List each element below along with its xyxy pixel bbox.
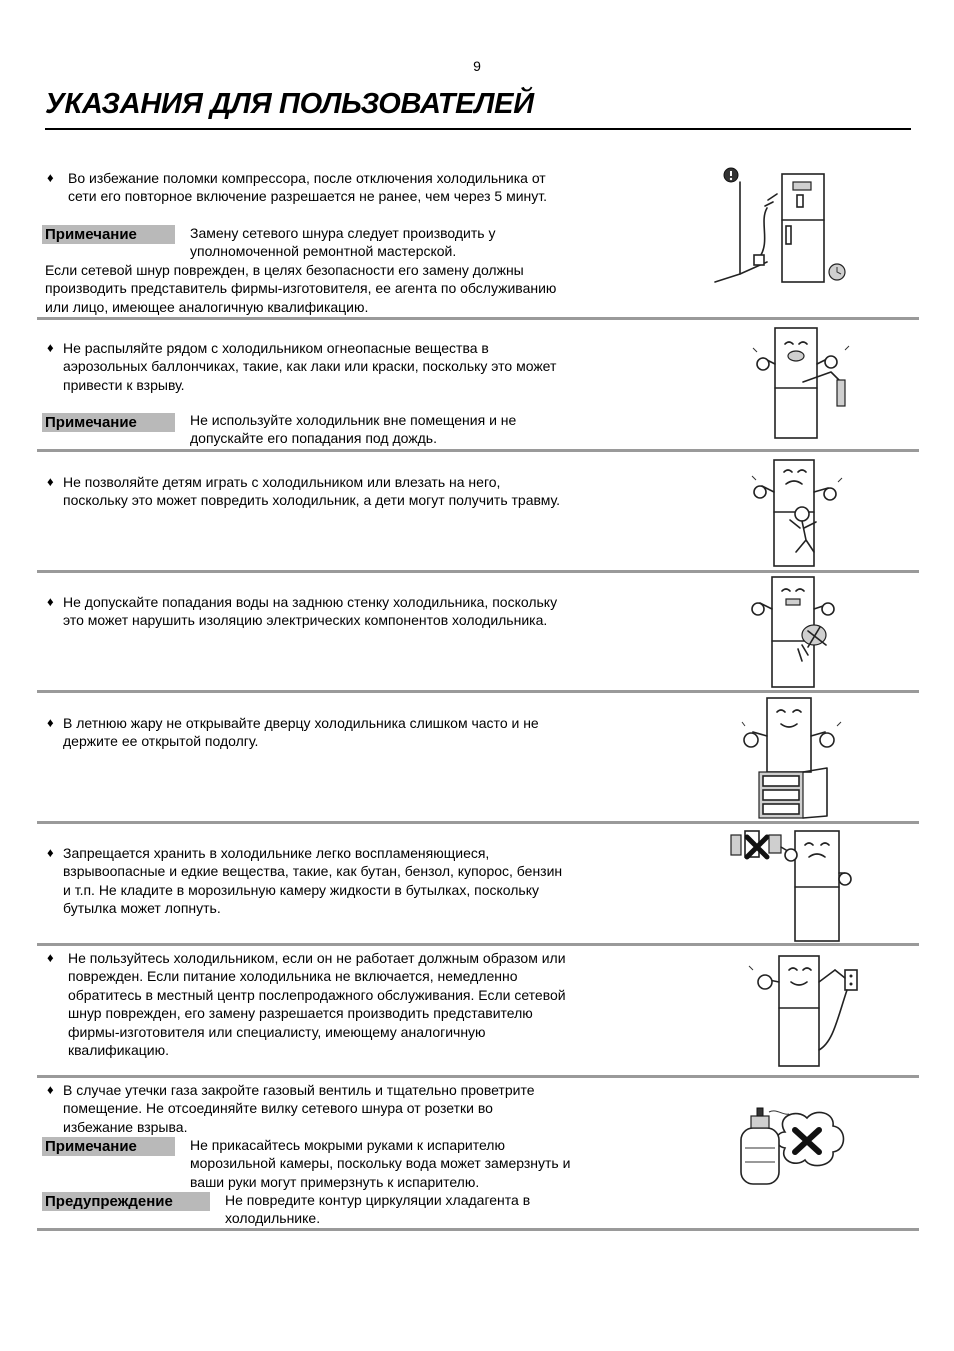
flammable-items-fridge-illustration	[725, 827, 855, 948]
fridge-water-spray-illustration	[752, 575, 847, 694]
gas-cylinder-leak-illustration	[735, 1102, 855, 1197]
bullet-icon: ♦	[47, 1082, 54, 1097]
text-line: фирмы-изготовителя или специалисту, имеющему аналогичную	[68, 1023, 486, 1040]
text-line: Запрещается хранить в холодильнике легко воспламеняющиеся,	[63, 845, 490, 861]
bullet-icon: ♦	[47, 715, 54, 730]
instruction-text	[47, 169, 547, 206]
text-line: аэрозольных баллончиках, такие, как лаки или краски, поскольку это может	[63, 358, 557, 375]
fridge-unplugged-illustration	[707, 162, 847, 292]
section-summer-door	[37, 693, 919, 824]
text-line: и т.п. Не кладите в морозильную камеру жидкости в бутылках, поскольку	[63, 881, 539, 898]
instruction-text	[47, 593, 557, 630]
note-label: Примечание	[42, 413, 175, 432]
warning-text	[225, 1191, 530, 1228]
fridge-open-door-illustration	[745, 696, 845, 825]
child-climbing-fridge-illustration	[752, 456, 847, 575]
section-divider	[37, 1228, 919, 1231]
text-line: В случае утечки газа закройте газовый вентиль и тщательно проветрите	[63, 1082, 535, 1098]
note-line: Не прикасайтесь мокрыми руками к испарителю	[190, 1137, 505, 1153]
title-underline	[45, 128, 911, 130]
note-line: Замену сетевого шнура следует производить у	[190, 225, 496, 241]
text-line: квалификацию.	[68, 1042, 169, 1059]
note-line: Не используйте холодильник вне помещения и не	[190, 412, 517, 428]
warning-line: Не повредите контур циркуляции хладагента в	[225, 1192, 531, 1208]
bullet-icon: ♦	[47, 474, 54, 489]
note-text	[190, 411, 516, 448]
text-line: держите ее открытой подолгу.	[63, 733, 259, 750]
instruction-text	[47, 1081, 534, 1136]
warning-label: Предупреждение	[42, 1192, 210, 1211]
text-line: помещение. Не отсоединяйте вилку сетевого шнура от розетки во	[63, 1100, 493, 1117]
section-flammable-storage	[37, 824, 919, 946]
text-line: Во избежание поломки компрессора, после отключения холодильника от	[68, 170, 546, 186]
bullet-icon: ♦	[47, 950, 54, 965]
text-line: Не позволяйте детям играть с холодильником или влезать на него,	[63, 474, 501, 490]
text-line: обратитесь в местный центр послепродажного обслуживания. Если сетевой	[68, 986, 566, 1003]
bullet-icon: ♦	[47, 170, 54, 185]
note-line: уполномоченной ремонтной мастерской.	[190, 243, 457, 260]
fridge-aerosol-spray-illustration	[755, 324, 850, 449]
note-text	[190, 1136, 570, 1191]
text-line: избежание взрыва.	[63, 1118, 188, 1135]
text-line: привести к взрыву.	[63, 376, 185, 393]
text-line: сети его повторное включение разрешается не ранее, чем через 5 минут.	[68, 188, 547, 205]
power-cord-paragraph	[45, 261, 556, 316]
text-line: это может нарушить изоляцию электрических компонентов холодильника.	[63, 612, 548, 629]
text-line: взрывоопасные и едкие вещества, такие, как бутан, бензол, купорос, бензин	[63, 863, 563, 880]
note-label: Примечание	[42, 1137, 175, 1156]
text-line: поврежден. Если питание холодильника не включается, немедленно	[68, 968, 518, 985]
text-line: В летнюю жару не открывайте дверцу холодильника слишком часто и не	[63, 715, 539, 731]
text-line: Если сетевой шнур поврежден, в целях безопасности его замену должны	[45, 262, 524, 278]
text-line: Не распыляйте рядом с холодильником огнеопасные вещества в	[63, 340, 489, 356]
text-line: производить представитель фирмы-изготовителя, ее агента по обслуживанию	[45, 280, 557, 297]
instruction-text	[47, 949, 566, 1059]
bullet-icon: ♦	[47, 340, 54, 355]
instruction-text	[47, 473, 560, 510]
fridge-damaged-cord-illustration	[749, 950, 859, 1075]
warning-line: холодильнике.	[225, 1210, 321, 1227]
instruction-text	[47, 714, 539, 751]
text-line: бутылка может лопнуть.	[63, 900, 221, 917]
text-line: шнур поврежден, его замену разрешается производить представителю	[68, 1005, 533, 1022]
text-line: Не допускайте попадания воды на заднюю стенку холодильника, поскольку	[63, 594, 558, 610]
section-water-back-wall	[37, 573, 919, 693]
note-line: морозильной камеры, поскольку вода может замерзнуть и	[190, 1155, 571, 1172]
section-malfunction	[37, 946, 919, 1078]
note-line: ваши руки могут примерзнуть к испарителю.	[190, 1173, 480, 1190]
note-text	[190, 224, 495, 261]
section-children-safety	[37, 452, 919, 573]
note-label: Примечание	[42, 225, 175, 244]
page-number: 9	[473, 58, 481, 74]
section-compressor-restart	[37, 160, 919, 320]
section-gas-leak	[37, 1078, 919, 1231]
bullet-icon: ♦	[47, 594, 54, 609]
instruction-text	[47, 339, 556, 394]
text-line: поскольку это может повредить холодильник, а дети могут получить травму.	[63, 492, 561, 509]
instruction-text	[47, 844, 562, 918]
bullet-icon: ♦	[47, 845, 54, 860]
note-line: допускайте его попадания под дождь.	[190, 430, 437, 447]
text-line: или лицо, имеющее аналогичную квалификацию.	[45, 298, 369, 315]
text-line: Не пользуйтесь холодильником, если он не работает должным образом или	[68, 950, 566, 966]
section-aerosol-sprays	[37, 320, 919, 452]
page-title: УКАЗАНИЯ ДЛЯ ПОЛЬЗОВАТЕЛЕЙ	[45, 88, 534, 120]
